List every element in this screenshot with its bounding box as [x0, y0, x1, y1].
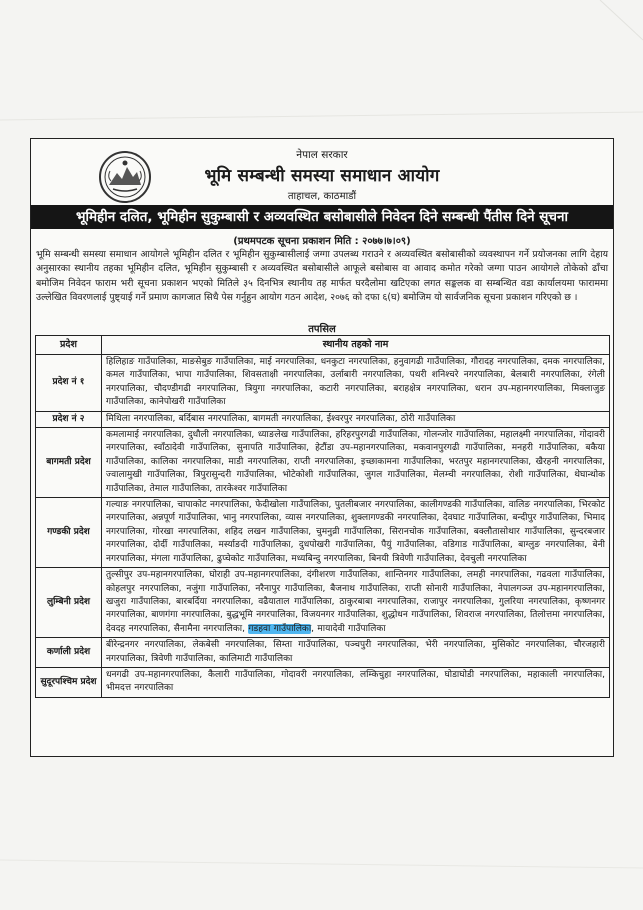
municipality-list: कमलामाई नगरपालिका, दुधौली नगरपालिका, ध्याङलेख गाउँपालिका, हरिहरपुरगढी गाउँपालिका, गोलन्जोर गाउँपालिका, महालक्ष्मी नगरपालिका, गोदावरी नगरपालिका, स्वाँठादेवी गाउँपालिका, सुनापति गाउँपालिका, हेटौंडा उप-महानगरपालिका, मकवानपुरगढी गाउँपालिका, मनहरी गाउँपालिका, बकैया गाउँपालिका, कालिका नगरपालिका, माडी नगरपालिका, राप्ती नगरपालिका, इच्छाकामना गाउँपालिका, भरतपुर महानगरपालिका, खैरहनी नगरपालिका, ज्वालामुखी गाउँपालिका, त्रिपुरासुन्दरी गाउँपालिका, भोटेकोशी गाउँपालिका, जुगल गाउँपालिका, मेलम्ची नगरपालिका, रोशी गाउँपालिका, थेघान्थोक गाउँपालिका, तेमाल गाउँपालिका, तारकेश्वर गाउँपालिका — [102, 428, 610, 498]
commission-location: ताहाचल, काठमाडौं — [287, 191, 357, 202]
table-row — [36, 498, 610, 568]
table-row — [36, 638, 610, 668]
province-name: लुम्बिनी प्रदेश — [36, 568, 102, 638]
table-row — [36, 428, 610, 498]
table-row — [36, 667, 610, 697]
table-row — [36, 411, 610, 427]
commission-name: भूमि सम्बन्धी समस्या समाधान आयोग — [204, 166, 440, 186]
municipality-list-part: तुल्सीपुर उप-महानगरपालिका, घोराही उप-महानगरपालिका, दंगीशरण गाउँपालिका, शान्तिनगर गाउँपालिका, लमही नगरपालिका, गढवला गाउँपालिका, कोहलपुर नगरपालिका, नजुंगा गाउँपालिका, नरैनापुर गाउँपालिका, बैजनाथ गाउँपालिका, राप्ती सोनारी गाउँपालिका, नेपालगञ्ज उप-महानगरपालिका, खजुरा गाउँपालिका, बारबर्दिया नगरपालिका, वढैयाताल गाउँपालिका, ठाकुरबाबा नगरपालिका, राजापुर नगरपालिका, गुलरिया नगरपालिका, कृष्णनगर नगरपालिका, बाणगंगा नगरपालिका, बुद्धभूमि नगरपालिका, विजयनगर गाउँपालिका, शुद्धोधन गाउँपालिका, शिवराज नगरपालिका, तिलोत्तमा नगरपालिका, देवदह नगरपालिका, सैनामैना नगरपालिका, — [106, 570, 605, 634]
schedule-table — [35, 335, 610, 698]
municipality-list: मिथिला नगरपालिका, बर्दिबास नगरपालिका, बागमती नगरपालिका, ईश्वरपुर नगरपालिका, ठोरी गाउँपालिका — [102, 411, 610, 427]
province-name: बागमती प्रदेश — [36, 428, 102, 498]
province-name: सुदूरपश्चिम प्रदेश — [36, 667, 102, 697]
province-name: प्रदेश नं १ — [36, 355, 102, 412]
notice-header — [31, 139, 613, 205]
publication-date: (प्रथमपटक सूचना प्रकाशन मिति : २०७७।७।०९) — [233, 236, 411, 247]
schedule-title: तपसिल — [308, 324, 336, 335]
municipality-list: बीरेन्द्रनगर नगरपालिका, लेकबेसी नगरपालिका, सिम्ता गाउँपालिका, पञ्चपुरी नगरपालिका, भेरी नगरपालिका, मुसिकोट नगरपालिका, चौरजहारी नगरपालिका, त्रिवेणी गाउँपालिका, कालिमाटी गाउँपालिका — [102, 638, 610, 668]
municipality-list-part: , मायादेवी गाउँपालिका — [311, 623, 386, 634]
table-row — [36, 355, 610, 412]
government-name: नेपाल सरकार — [296, 149, 348, 161]
public-notice — [30, 138, 614, 757]
municipality-list: हिलिहाङ गाउँपालिका, माङसेबुङ गाउँपालिका, माई नगरपालिका, धनकुटा नगरपालिका, हनुवागढी गाउँपालिका, गौरादह नगरपालिका, दमक नगरपालिका, कमल गाउँपालिका, भापा गाउँपालिका, शिवसताक्षी नगरपालिका, उर्लाबारी नगरपालिका, पथरी शनिश्चरे नगरपालिका, बेलबारी नगरपालिका, रंगेली नगरपालिका, चौदण्डीगढी नगरपालिका, त्रियुगा नगरपालिका, कटारी नगरपालिका, बराहक्षेत्र नगरपालिका, धरान उप-महानगरपालिका, मिक्लाजुङ गाउँपालिका, कानेपोखरी गाउँपालिका — [102, 355, 610, 412]
municipality-list — [102, 568, 610, 638]
province-name: कर्णाली प्रदेश — [36, 638, 102, 668]
province-name: प्रदेश नं २ — [36, 411, 102, 427]
municipality-list: धनगढी उप-महानगरपालिका, कैलारी गाउँपालिका, गोदावरी नगरपालिका, लम्किचुहा नगरपालिका, घोडाघोडी नगरपालिका, महाकाली नगरपालिका, भीमदत्त नगरपालिका — [102, 667, 610, 697]
municipality-list: गल्याङ नगरपालिका, चापाकोट नगरपालिका, फेदीखोला गाउँपालिका, पुतलीबजार नगरपालिका, कालीगण्डकी गाउँपालिका, वालिङ नगरपालिका, भिरकोट नगरपालिका, अन्नपूर्ण गाउँपालिका, भानु नगरपालिका, व्यास नगरपालिका, शुक्लागण्डकी नगरपालिका, देवघाट गाउँपालिका, बन्दीपुर गाउँपालिका, भिमाद नगरपालिका, गोरखा नगरपालिका, शहिद लखन गाउँपालिका, चुमनुव्री गाउँपालिका, सिरानचोक गाउँपालिका, बक्लौतासोथार गाउँपालिका, सुन्दरबजार नगरपालिका, दोर्दी गाउँपालिका, मर्स्याङदी गाउँपालिका, दुधपोखरी गाउँपालिका, पैयुं गाउँपालिका, वडिगाड गाउँपालिका, बाग्लुङ नगरपालिका, बेनी नगरपालिका, मंगला गाउँपालिका, ढुप्चेकोट गाउँपालिका, मध्यबिन्दु नगरपालिका, बिनयी त्रिवेणी गाउँपालिका, देवचुली नगरपालिका — [102, 498, 610, 568]
header-local-level: स्थानीय तहको नाम — [102, 336, 610, 355]
notice-body: भूमि सम्बन्धी समस्या समाधान आयोगले भूमिहीन दलित र भूमिहीन सुकुम्बासीलाई जग्गा उपलब्ध गराउने र अव्यवस्थित बसोबासीको व्यवस्थापन गर्ने प्रयोजनका लागि देहाय अनुसारका स्थानीय तहका भूमिहीन दलित, भूमिहीन सुकुम्बासी र अव्यवस्थित बसोबासीले आफूले बसोबास वा आवाद कमोत गरेको जग्गा पाउन आयोगले तोकेको ढाँचा बमोजिम निवेदन फाराम भरी सूचना प्रकाशन भएको मितिले ३५ दिनभित्र स्थानीय तह मार्फत घरदैलोमा खटिएका लगत सङ्कलक वा सम्बन्धित वडा कार्यालयमा फाराममा उल्लेखित विवरणलाई पुष्ट्याई गर्ने प्रमाण कागजात सिधै पेस गर्नुहुन आयोग गठन आदेश, २०७६ को दफा ६(घ) बमोजिम यो सार्वजनिक सूचना प्रकाशन गरिएको छ । — [36, 249, 608, 303]
table-row — [36, 568, 610, 638]
header-province: प्रदेश — [36, 336, 102, 355]
table-header-row — [36, 336, 610, 355]
province-name: गण्डकी प्रदेश — [36, 498, 102, 568]
notice-title: भूमिहीन दलित, भूमिहीन सुकुम्बासी र अव्यवस्थित बसोबासीले निवेदन दिने सम्बन्धी पैंतीस दिने सूचना — [31, 205, 613, 229]
highlighted-municipality: गडहवा गाउँपालिका — [248, 623, 312, 634]
